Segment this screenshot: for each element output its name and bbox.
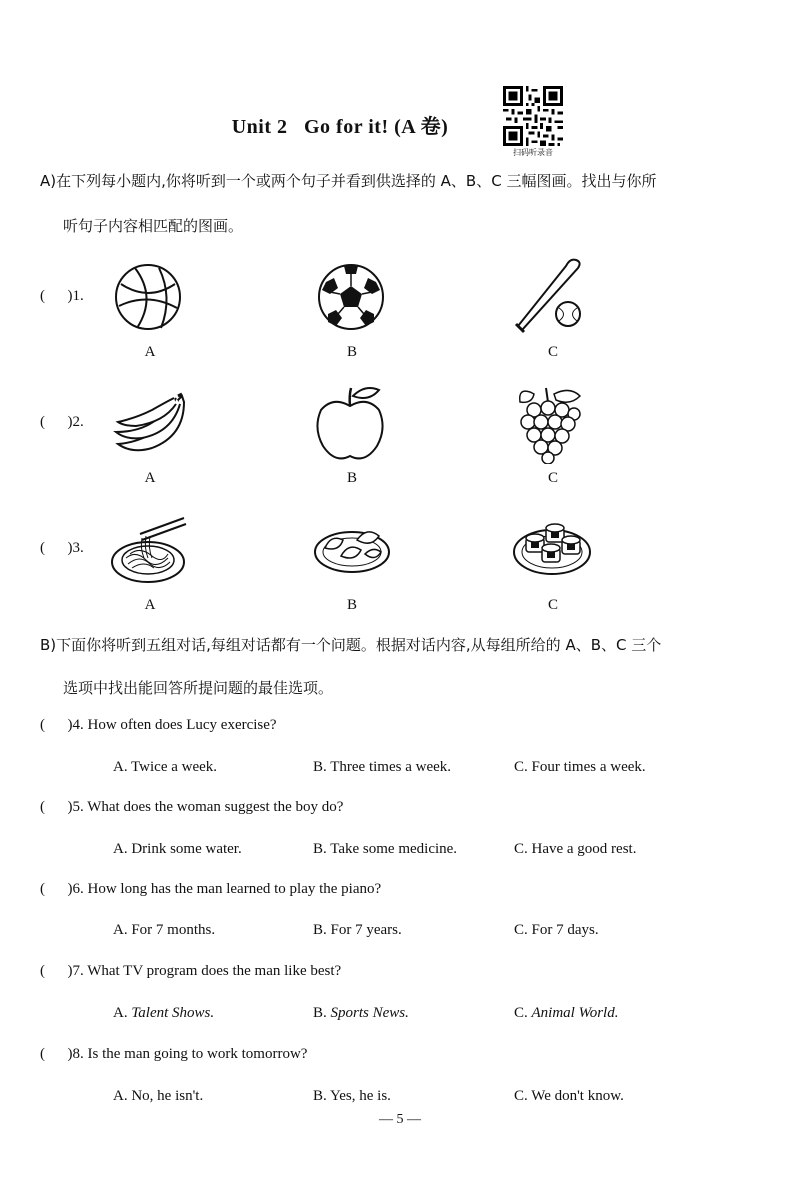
option-label: B: [346, 344, 357, 360]
answer-option: B. Sports News.: [313, 1005, 409, 1021]
apple-icon: [313, 384, 387, 464]
option-label: B: [346, 597, 357, 613]
question-text: ( )5. What does the woman suggest the boy do?: [40, 799, 344, 815]
answer-option: A. Drink some water.: [113, 841, 242, 857]
section-a-instruction: A)在下列每小题内,你将听到一个或两个句子并看到供选择的 A、B、C 三幅图画。找出与你所: [40, 172, 657, 190]
option-label: C: [547, 597, 558, 613]
option-label: B: [346, 470, 357, 486]
question-number: ( )3.: [40, 540, 84, 556]
question-text: ( )8. Is the man going to work tomorrow?: [40, 1046, 308, 1062]
answer-option: A. For 7 months.: [113, 922, 216, 938]
question-text: ( )6. How long has the man learned to play the piano?: [40, 881, 382, 897]
page-number: — 5 —: [379, 1112, 421, 1127]
option-label: C: [547, 344, 558, 360]
section-a-instruction-cont: 听句子内容相匹配的图画。: [63, 217, 244, 235]
section-b-instruction: B)下面你将听到五组对话,每组对话都有一个问题。根据对话内容,从每组所给的 A、B、C 三个: [40, 636, 662, 654]
baseball-bat-icon: [512, 258, 592, 334]
noodles-icon: [110, 514, 188, 588]
answer-option: C. We don't know.: [514, 1088, 624, 1104]
italic-title: Sports News.: [330, 1005, 409, 1021]
answer-option: C. Four times a week.: [514, 759, 646, 775]
answer-option: B. Take some medicine.: [313, 841, 458, 857]
question-number: ( )2.: [40, 414, 84, 430]
answer-option: A. Twice a week.: [113, 759, 218, 775]
mooncakes-icon: [512, 512, 592, 578]
italic-title: Talent Shows.: [131, 1005, 215, 1021]
italic-title: Animal World.: [531, 1005, 619, 1021]
option-label: C: [547, 470, 558, 486]
soccer-ball-icon: [316, 262, 386, 332]
answer-option: B. For 7 years.: [313, 922, 402, 938]
answer-option: C. Animal World.: [514, 1005, 619, 1021]
answer-option: C. Have a good rest.: [514, 841, 637, 857]
answer-option: B. Three times a week.: [313, 759, 452, 775]
question-number: ( )1.: [40, 288, 84, 304]
basketball-icon: [113, 262, 183, 332]
section-b-instruction-cont: 选项中找出能回答所提问题的最佳选项。: [63, 679, 334, 697]
option-label: A: [144, 597, 156, 613]
qr-caption: 扫码听录音: [513, 148, 553, 157]
question-text: ( )4. How often does Lucy exercise?: [40, 717, 277, 733]
grapes-icon: [514, 384, 584, 464]
answer-option: C. For 7 days.: [514, 922, 599, 938]
answer-option: A. No, he isn't.: [113, 1088, 204, 1104]
option-label: A: [144, 470, 156, 486]
answer-option: B. Yes, he is.: [313, 1088, 391, 1104]
page-title: Unit 2 Go for it! (A 卷): [231, 116, 449, 138]
option-label: A: [144, 344, 156, 360]
qr-code-icon: [503, 86, 563, 146]
banana-icon: [112, 392, 188, 456]
question-text: ( )7. What TV program does the man like best?: [40, 963, 342, 979]
dumplings-icon: [313, 516, 391, 576]
answer-option: A. Talent Shows.: [113, 1005, 215, 1021]
